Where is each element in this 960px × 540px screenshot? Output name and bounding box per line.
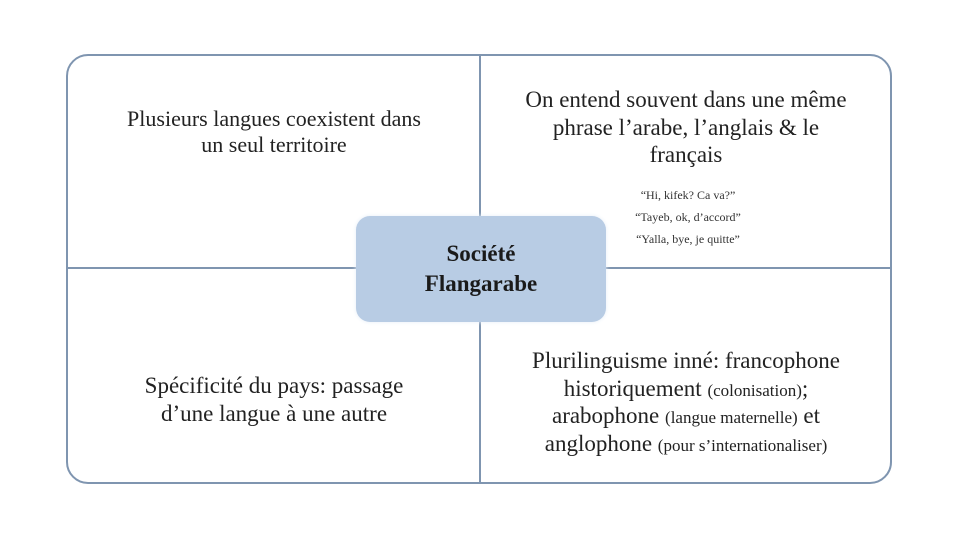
top-right-line-2: phrase l’arabe, l’anglais & le xyxy=(552,114,820,140)
top-left-line-2: un seul territoire xyxy=(201,132,347,158)
quadrant-top-left xyxy=(78,106,470,159)
top-right-line-3: français xyxy=(649,142,723,168)
center-line-2: Flangarabe xyxy=(424,271,538,296)
bottom-right-line-2-end: ; xyxy=(801,375,809,401)
bottom-right-line-3-note: (langue maternelle) xyxy=(665,408,798,428)
quadrant-bottom-left xyxy=(78,372,470,427)
bottom-right-line-4-main: anglophone xyxy=(544,430,653,456)
bottom-right-line-2-main: historiquement xyxy=(563,375,702,401)
quote-1: “Hi, kifek? Ca va?” xyxy=(640,188,736,202)
bottom-right-line-2 xyxy=(488,375,884,403)
quote-examples xyxy=(608,184,768,250)
bottom-right-line-3 xyxy=(488,402,884,430)
bottom-right-line-4 xyxy=(488,430,884,458)
bottom-right-line-1: Plurilinguisme inné: francophone xyxy=(532,348,840,373)
bottom-right-line-3-main: arabophone xyxy=(551,403,660,429)
bottom-left-line-2: d’une langue à une autre xyxy=(160,400,388,426)
bottom-right-line-3-end: et xyxy=(803,403,821,429)
quote-3: “Yalla, bye, je quitte” xyxy=(636,232,740,246)
bottom-right-line-4-note: (pour s’internationaliser) xyxy=(657,435,828,455)
bottom-left-line-1: Spécificité du pays: passage xyxy=(144,373,404,398)
quadrant-top-right xyxy=(488,86,884,169)
top-left-line-1: Plusieurs langues coexistent dans xyxy=(127,106,421,131)
quote-2: “Tayeb, ok, d’accord” xyxy=(635,210,741,224)
center-line-1: Société xyxy=(446,241,516,267)
center-concept-box xyxy=(356,216,606,322)
top-right-line-1: On entend souvent dans une même xyxy=(525,87,847,112)
bottom-right-line-2-note: (colonisation) xyxy=(707,380,802,400)
quadrant-bottom-right xyxy=(488,347,884,457)
